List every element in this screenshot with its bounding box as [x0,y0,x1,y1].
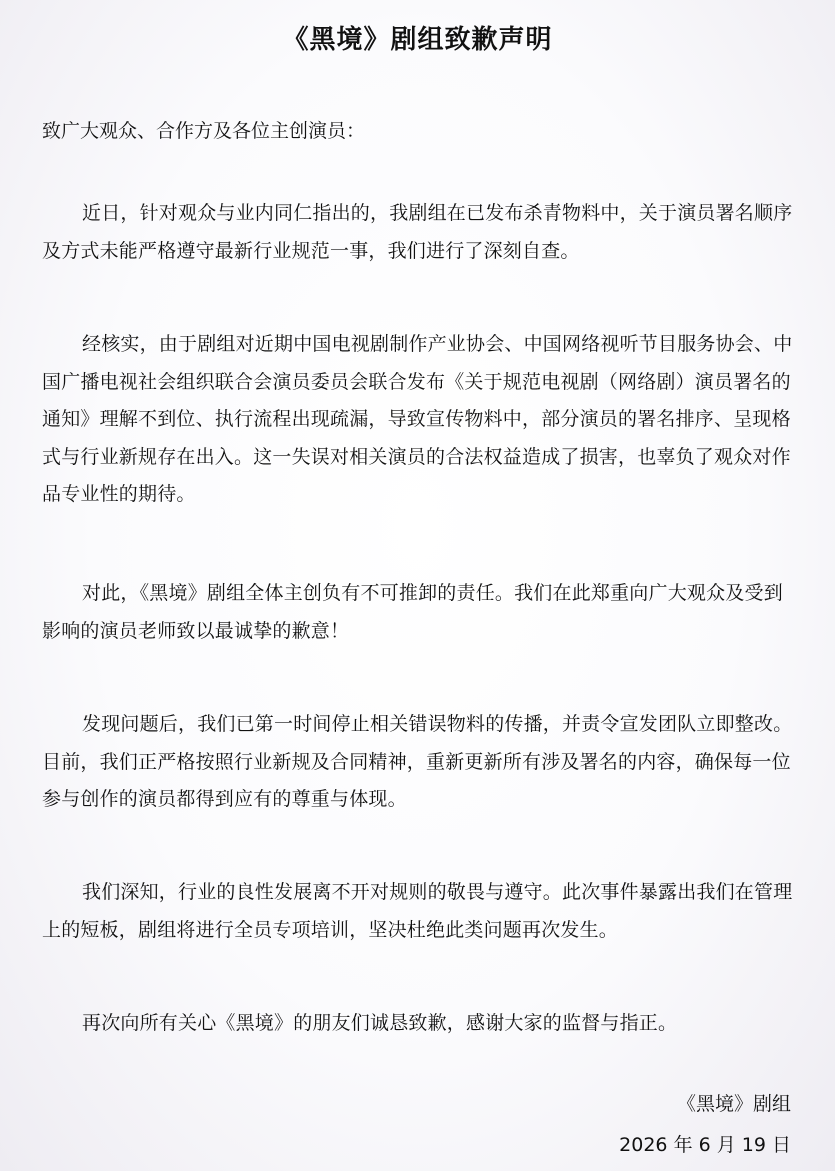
paragraph-2: 经核实，由于剧组对近期中国电视剧制作产业协会、中国网络视听节目服务协会、中国广播电视社会组织联合会演员委员会联合发布《关于规范电视剧（网络剧）演员署名的通知》理解不到位、执行流程出现疏漏，导致宣传物料中，部分演员的署名排序、呈现格式与行业新规存在出入。这一失误对相关演员的合法权益造成了损害，也辜负了观众对作品专业性的期待。 [42,333,793,505]
signature-organization: 《黑境》剧组 [676,1093,791,1115]
paragraph-3: 对此，《黑境》剧组全体主创负有不可推卸的责任。我们在此郑重向广大观众及受到影响的演员老师致以最诚挚的歉意！ [42,582,783,642]
salutation: 致广大观众、合作方及各位主创演员： [42,120,366,142]
paragraph-4: 发现问题后，我们已第一时间停止相关错误物料的传播，并责令宣发团队立即整改。目前，我们正严格按照行业新规及合同精神，重新更新所有涉及署名的内容，确保每一位参与创作的演员都得到应有的尊重与体现。 [42,713,793,810]
paragraph-5: 我们深知，行业的良性发展离不开对规则的敬畏与遵守。此次事件暴露出我们在管理上的短板，剧组将进行全员专项培训，坚决杜绝此类问题再次发生。 [42,881,793,941]
paragraph-6: 再次向所有关心《黑境》的朋友们诚恳致歉，感谢大家的监督与指正。 [82,1012,678,1034]
signature-date: 2026 年 6 月 19 日 [619,1134,791,1156]
paragraph-1: 近日，针对观众与业内同仁指出的，我剧组在已发布杀青物料中，关于演员署名顺序及方式未能严格遵守最新行业规范一事，我们进行了深刻自查。 [42,202,793,262]
page-title: 《黑境》剧组致歉声明 [282,25,553,55]
